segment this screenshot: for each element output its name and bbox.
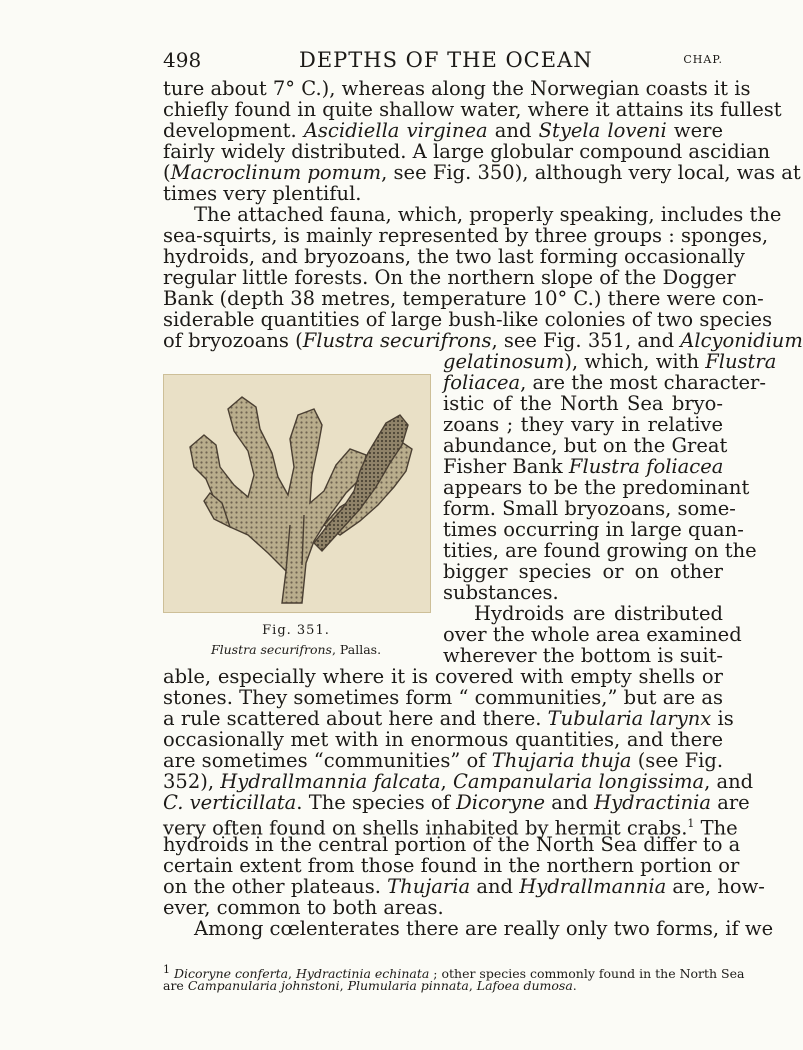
italic-term: Plumularia pinnata	[347, 978, 469, 993]
text-segment: bigger species or on other	[443, 560, 723, 583]
text-line	[163, 666, 723, 687]
text-segment: appears to be the predominant	[443, 476, 750, 499]
text-line	[443, 456, 723, 477]
italic-term: C. verticillata	[163, 791, 297, 814]
text-line	[443, 561, 723, 582]
chapter-abbrev: CHAP.	[683, 53, 723, 66]
footnote-line	[163, 978, 723, 994]
text-line	[443, 434, 728, 457]
text-segment: over the whole area examined	[443, 623, 742, 646]
text-segment: .	[572, 978, 577, 993]
text-segment: chiefly found in quite shallow water, where it attains its fullest	[163, 98, 782, 121]
text-line	[163, 224, 769, 247]
text-line	[163, 897, 723, 918]
text-segment: ,	[339, 978, 348, 993]
footnote-marker: 1	[687, 817, 695, 830]
text-segment: of bryozoans (	[163, 329, 303, 352]
text-segment: , are the most character-	[520, 371, 766, 394]
italic-term: Flustra foliacea	[568, 455, 724, 478]
text-segment: Hydroids are distributed	[474, 602, 723, 625]
text-segment: wherever the bottom is suit-	[443, 644, 723, 667]
text-segment: ,	[440, 770, 453, 793]
text-segment: abundance, but on the Great	[443, 434, 728, 457]
text-line	[194, 917, 774, 940]
italic-term: Flustra securifrons	[302, 329, 492, 352]
text-segment: times occurring in large quan-	[443, 518, 744, 541]
text-segment: development.	[163, 119, 304, 142]
text-line	[163, 750, 723, 771]
text-segment: The attached fauna, which, properly speaking, includes the	[194, 203, 782, 226]
text-segment: Among cœlenterates there are really only two forms, if we	[194, 917, 774, 940]
text-line	[443, 393, 723, 414]
text-line	[163, 266, 736, 289]
text-line	[163, 813, 738, 840]
figure-caption	[163, 642, 429, 657]
text-line	[443, 623, 742, 646]
text-line	[194, 203, 782, 226]
text-line	[163, 161, 801, 184]
italic-term: Campanularia johnstoni	[187, 978, 340, 993]
text-segment: fairly widely distributed. A large globular compound ascidian	[163, 140, 771, 163]
italic-term: gelatinosum	[443, 350, 565, 373]
text-segment: siderable quantities of large bush-like colonies of two species	[163, 308, 773, 331]
italic-term: Styela loveni	[538, 119, 667, 142]
text-segment: and	[487, 119, 539, 142]
text-segment: very often found on shells inhabited by hermit crabs.	[163, 816, 688, 840]
text-line	[443, 371, 766, 394]
italic-term: Tubularia larynx	[547, 707, 712, 730]
text-line	[443, 518, 744, 541]
text-line	[163, 687, 723, 708]
text-segment: , see Fig. 351, and	[491, 329, 681, 352]
text-segment: a rule scattered about here and there.	[163, 707, 548, 730]
page-number: 498	[163, 48, 202, 72]
text-line	[163, 120, 723, 141]
text-segment: , see Fig. 350), although very local, was at	[381, 161, 801, 184]
figure-label: Fig. 351.	[262, 623, 330, 638]
text-segment: hydroids, and bryozoans, the two last forming occasionally	[163, 245, 745, 268]
text-segment: Fisher Bank	[443, 455, 569, 478]
text-line	[443, 414, 723, 435]
text-segment: and	[545, 791, 595, 814]
italic-term: Dicoryne conferta	[173, 966, 289, 982]
text-segment: regular little forests. On the northern slope of the Dogger	[163, 266, 736, 289]
text-segment: 352),	[163, 770, 221, 793]
text-segment: form. Small bryozoans, some-	[443, 497, 736, 520]
text-segment: times very plentiful.	[163, 182, 362, 205]
text-segment: (see Fig.	[631, 749, 724, 772]
text-segment: were	[666, 119, 723, 142]
text-segment: , and	[704, 770, 754, 793]
text-line	[163, 791, 750, 814]
italic-term: Hydrallmannia falcata	[220, 770, 441, 793]
text-segment: hydroids in the central portion of the North Sea differ to a	[163, 833, 741, 856]
italic-term: Thujaria thuja	[491, 749, 632, 772]
text-segment: is	[711, 707, 734, 730]
text-segment: zoans ; they vary in relative	[443, 413, 723, 436]
text-line	[443, 497, 736, 520]
text-segment: sea-squirts, is mainly represented by three groups : sponges,	[163, 224, 769, 247]
text-line	[443, 539, 757, 562]
text-line	[443, 476, 750, 499]
text-segment: certain extent from those found in the northern portion or	[163, 854, 740, 877]
text-line	[163, 854, 740, 877]
italic-term: Hydractinia	[594, 791, 712, 814]
text-segment: ture about 7° C.), whereas along the Norwegian coasts it is	[163, 77, 751, 100]
text-segment: (	[163, 161, 171, 184]
italic-term: Dicoryne	[456, 791, 546, 814]
text-segment: tities, are found growing on the	[443, 539, 757, 562]
italic-term: Flustra	[705, 350, 777, 373]
text-segment: ever, common to both areas.	[163, 896, 444, 919]
text-segment: able, especially where it is covered with empty shells or	[163, 665, 723, 688]
text-line	[163, 770, 754, 793]
text-segment: ,	[288, 966, 296, 982]
text-line	[163, 308, 773, 331]
text-segment: substances.	[443, 581, 559, 604]
italic-term: Alcyonidium	[680, 329, 803, 352]
text-line	[474, 603, 723, 624]
text-segment: ,	[468, 978, 477, 993]
text-segment: on the other plateaus.	[163, 875, 388, 898]
text-segment: ), which, with	[564, 350, 706, 373]
figure-illustration	[163, 374, 431, 613]
italic-term: Macroclinum pomum	[170, 161, 382, 184]
text-line	[163, 183, 723, 204]
italic-term: foliacea	[443, 371, 521, 394]
text-line	[163, 287, 764, 310]
text-segment: occasionally met with in enormous quantities, and there	[163, 728, 723, 751]
footnote-marker: 1	[163, 963, 170, 976]
text-line	[443, 350, 777, 373]
text-line	[163, 140, 771, 163]
text-segment: and	[470, 875, 520, 898]
text-line	[443, 645, 723, 666]
text-line	[163, 98, 782, 121]
text-line	[163, 245, 745, 268]
text-segment: are, how-	[666, 875, 765, 898]
page-header	[163, 48, 723, 78]
text-line	[163, 875, 765, 898]
text-segment: The	[694, 816, 738, 840]
text-segment: istic of the North Sea bryo-	[443, 392, 723, 415]
text-segment: are	[711, 791, 750, 814]
italic-term: Campanularia longissima	[452, 770, 705, 793]
italic-term: Hydractinia echinata	[296, 966, 430, 982]
text-segment: . The species of	[296, 791, 457, 814]
text-line	[163, 329, 803, 352]
italic-term: Lafoea dumosa	[476, 978, 573, 993]
figure-caption-author: , Pallas.	[331, 642, 382, 657]
running-title: DEPTHS OF THE OCEAN	[299, 48, 593, 72]
text-line	[163, 707, 734, 730]
text-segment: are sometimes “communities” of	[163, 749, 492, 772]
italic-term: Ascidiella virginea	[303, 119, 488, 142]
text-segment: are	[163, 978, 188, 993]
text-segment: Bank (depth 38 metres, temperature 10° C.) there were con-	[163, 287, 764, 310]
text-line	[163, 77, 751, 100]
text-line	[163, 833, 741, 856]
text-line	[163, 729, 723, 750]
text-segment: ; other species commonly found in the North Sea	[429, 966, 745, 982]
text-segment: stones. They sometimes form “ communities,” but are as	[163, 686, 724, 709]
bryozoan-illustration	[164, 375, 430, 612]
italic-term: Thujaria	[387, 875, 471, 898]
italic-term: Hydrallmannia	[519, 875, 667, 898]
figure-caption-species: Flustra securifrons	[210, 642, 332, 657]
text-line	[443, 582, 673, 603]
